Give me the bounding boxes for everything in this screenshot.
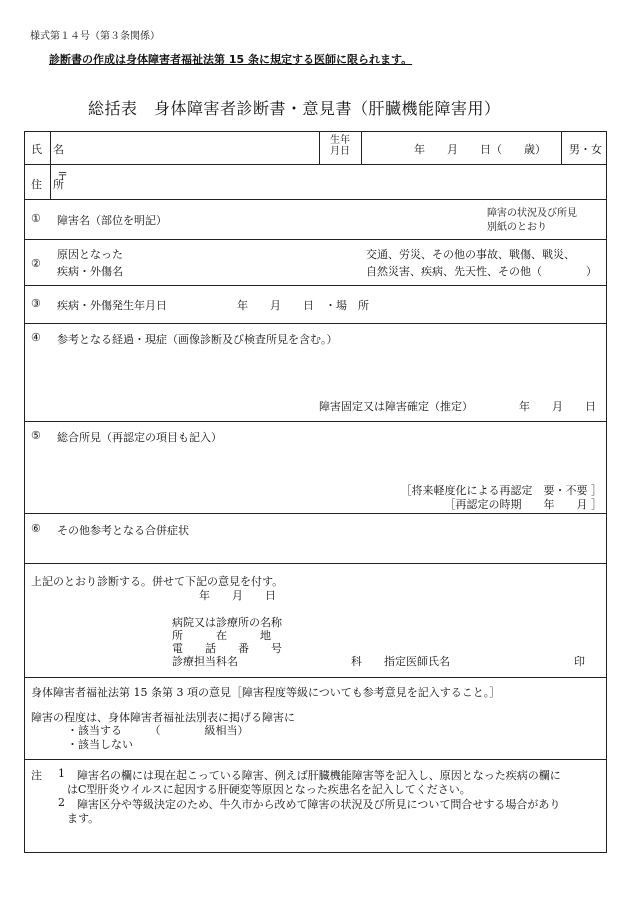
note-2-line: 障害区分や等級決定のため、牛久市から改めて障害の状況及び所見について問合せする場合があり (77, 798, 561, 811)
recertification-need[interactable]: ［将来軽度化による再認定 要・不要 ］ (400, 484, 602, 497)
row-number-5: ⑤ (31, 429, 41, 442)
name-label: 氏 名 (31, 143, 64, 156)
row-divider (25, 759, 606, 760)
hospital-name-label: 病院又は診療所の名称 (172, 616, 282, 629)
note-1-line: はC型肝炎ウイルスに起因する肝硬変等原因となった疾患名を記入してください。 (67, 783, 471, 796)
row-divider (25, 199, 606, 200)
form-table (24, 131, 607, 853)
row-divider (25, 563, 606, 564)
note-1-line: 障害名の欄には現在起こっている障害、例えば肝臓機能障害等を記入し、原因となった疾病の欄に (77, 769, 561, 782)
sex-selector[interactable]: 男・女 (569, 143, 602, 156)
progress-findings-field[interactable] (52, 348, 606, 398)
cause-options-line: 自然災害、疾病、先天性、その他（ ） (366, 265, 597, 278)
column-divider (319, 132, 320, 164)
cause-options-line: 交通、労災、その他の事故、戦傷、戦災、 (366, 248, 575, 261)
complications-field[interactable] (52, 538, 606, 562)
disability-note-line: 別紙のとおり (487, 222, 547, 233)
not-applicable-option[interactable]: ・該当しない (67, 738, 133, 751)
doctor-restriction-notice: 診断書の作成は身体障害者福祉法第 15 条に規定する医師に限られます。 (49, 53, 413, 66)
note-2-line: ます。 (67, 812, 100, 825)
cause-label-line: 原因となった (57, 248, 123, 261)
form-number: 様式第１４号（第３条関係） (30, 31, 160, 42)
row-divider (25, 323, 606, 324)
column-divider (361, 132, 362, 164)
diagnosis-date[interactable]: 年 月 日 (199, 589, 276, 602)
diagnosis-statement: 上記のとおり診断する。併せて下記の意見を付す。 (31, 575, 284, 588)
notes-prefix: 注 (31, 769, 42, 782)
row-number-4: ④ (31, 331, 41, 344)
birth-label (330, 135, 350, 157)
opinion-heading: 身体障害者福祉法第 15 条第 3 項の意見［障害程度等級についても参考意見を記入すること。］ (31, 686, 501, 699)
disability-fixed-label: 障害固定又は障害確定（推定） (319, 400, 473, 413)
overall-findings-label: 総合所見（再認定の項目も記入） (57, 431, 222, 444)
department-suffix: 科 (351, 655, 362, 668)
cause-label-line: 疾病・外傷名 (57, 265, 123, 278)
applicable-option[interactable]: ・該当する （ 級相当） (67, 724, 249, 737)
birth-label-line: 月日 (330, 146, 350, 157)
address-label: 住 所 (31, 178, 64, 191)
row-number-3: ③ (31, 297, 41, 310)
row-divider (25, 513, 606, 514)
address-field[interactable] (52, 165, 606, 198)
birth-label-line: 生年 (330, 135, 350, 146)
row-number-1: ① (31, 212, 41, 225)
note-1-number: 1 (58, 767, 65, 780)
cause-label (57, 246, 123, 280)
onset-date-place-field[interactable]: 年 月 日 ・場 所 (237, 299, 369, 312)
row-number-6: ⑥ (31, 522, 41, 535)
postal-mark: 〒 (57, 170, 68, 183)
onset-date-label: 疾病・外傷発生年月日 (57, 299, 167, 312)
row-divider (25, 677, 606, 678)
birth-date-field[interactable]: 年 月 日（ 歳） (414, 143, 546, 156)
disability-note-line: 障害の状況及び所見 (487, 208, 577, 219)
phone-label: 電 話 番 号 (172, 642, 282, 655)
designated-doctor-label: 指定医師氏名 (384, 655, 450, 668)
degree-statement: 障害の程度は、身体障害者福祉法別表に掲げる障害に (31, 711, 295, 724)
progress-findings-label: 参考となる経過・現症（画像診断及び検査所見を含む。） (57, 333, 338, 346)
name-field[interactable] (52, 133, 318, 163)
seal-mark: 印 (574, 655, 585, 668)
department-label: 診療担当科名 (172, 655, 238, 668)
row-number-2: ② (31, 257, 41, 270)
row-divider (25, 239, 606, 240)
disability-name-label: 障害名（部位を明記） (57, 214, 167, 227)
location-label: 所 在 地 (172, 629, 271, 642)
recertification-period[interactable]: ［再認定の時期 年 月 ］ (444, 498, 602, 511)
row-divider (25, 285, 606, 286)
overall-findings-field[interactable] (52, 446, 606, 481)
complications-label: その他参考となる合併症状 (57, 524, 189, 537)
disability-fixed-date[interactable]: 年 月 日 (519, 400, 596, 413)
row-divider (25, 421, 606, 422)
cause-options[interactable] (366, 246, 597, 280)
page-title: 総括表 身体障害者診断書・意見書（肝臓機能障害用） (88, 99, 501, 118)
column-divider (561, 132, 562, 164)
disability-note (487, 207, 577, 235)
note-2-number: 2 (58, 796, 65, 809)
